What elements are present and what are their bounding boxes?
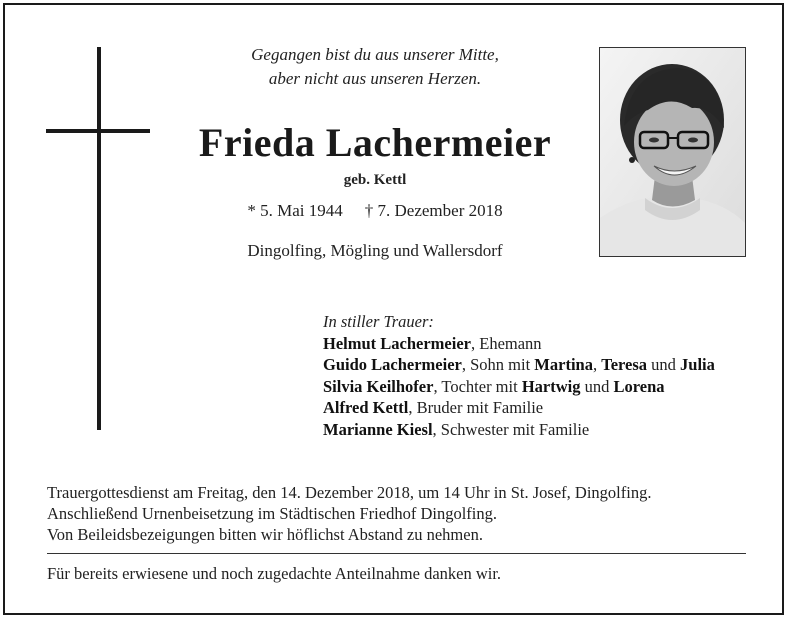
separator-text: und bbox=[580, 376, 614, 396]
divider bbox=[47, 553, 746, 554]
list-item bbox=[323, 419, 763, 441]
deceased-name: Frieda Lachermeier bbox=[198, 120, 552, 165]
mourner-relation: , Schwester mit Familie bbox=[432, 419, 590, 439]
mourner-relation: , Sohn mit bbox=[461, 355, 535, 374]
obituary-card bbox=[3, 3, 784, 615]
mourner-name: Guido Lachermeier bbox=[323, 355, 462, 374]
service-line: Von Beileidsbezeigungen bitten wir höflichst Abstand zu nehmen. bbox=[47, 525, 483, 544]
mourner-name: Teresa bbox=[601, 355, 648, 374]
mourner-relation: , Bruder mit Familie bbox=[408, 398, 544, 417]
motto-line-2: aber nicht aus unseren Herzen. bbox=[268, 69, 482, 88]
mourner-name: Julia bbox=[680, 355, 715, 374]
motto bbox=[195, 43, 555, 91]
mourner-name: Marianne Kiesl bbox=[323, 419, 433, 439]
born-name: geb. Kettl bbox=[343, 172, 407, 188]
death-date: † 7. Dezember 2018 bbox=[364, 201, 503, 220]
cross-icon bbox=[97, 47, 101, 430]
life-dates bbox=[215, 201, 535, 221]
motto-line-1: Gegangen bist du aus unserer Mitte, bbox=[251, 45, 499, 64]
mourner-name: Hartwig bbox=[521, 376, 581, 396]
mourners-list bbox=[323, 311, 763, 440]
mourner-name: Lorena bbox=[613, 376, 665, 396]
mourner-relation: , Tochter mit bbox=[433, 376, 522, 396]
list-item bbox=[323, 397, 763, 419]
thanks-note: Für bereits erwiesene und noch zugedachte Anteilnahme danken wir. bbox=[47, 564, 502, 583]
separator-text: , bbox=[592, 355, 602, 374]
mourner-name: Martina bbox=[534, 355, 593, 374]
birth-date: * 5. Mai 1944 bbox=[247, 201, 343, 220]
mourners-heading: In stiller Trauer: bbox=[323, 312, 434, 331]
mourner-name: Alfred Kettl bbox=[323, 398, 409, 417]
mourner-name: Silvia Keilhofer bbox=[323, 376, 434, 396]
list-item bbox=[323, 354, 763, 376]
portrait-image bbox=[600, 48, 745, 256]
list-item bbox=[323, 376, 763, 398]
service-line: Anschließend Urnenbeisetzung im Städtischen Friedhof Dingolfing. bbox=[47, 504, 497, 523]
places: Dingolfing, Mögling und Wallersdorf bbox=[247, 241, 503, 260]
service-info bbox=[47, 482, 747, 545]
list-item bbox=[323, 333, 763, 355]
service-line: Trauergottesdienst am Freitag, den 14. Dezember 2018, um 14 Uhr in St. Josef, Dingolfing. bbox=[47, 483, 652, 502]
mourner-name: Helmut Lachermeier bbox=[323, 333, 471, 353]
separator-text: und bbox=[647, 355, 681, 374]
portrait-photo bbox=[599, 47, 746, 257]
mourner-relation: , Ehemann bbox=[470, 333, 542, 353]
cross-icon-bar bbox=[46, 129, 150, 133]
